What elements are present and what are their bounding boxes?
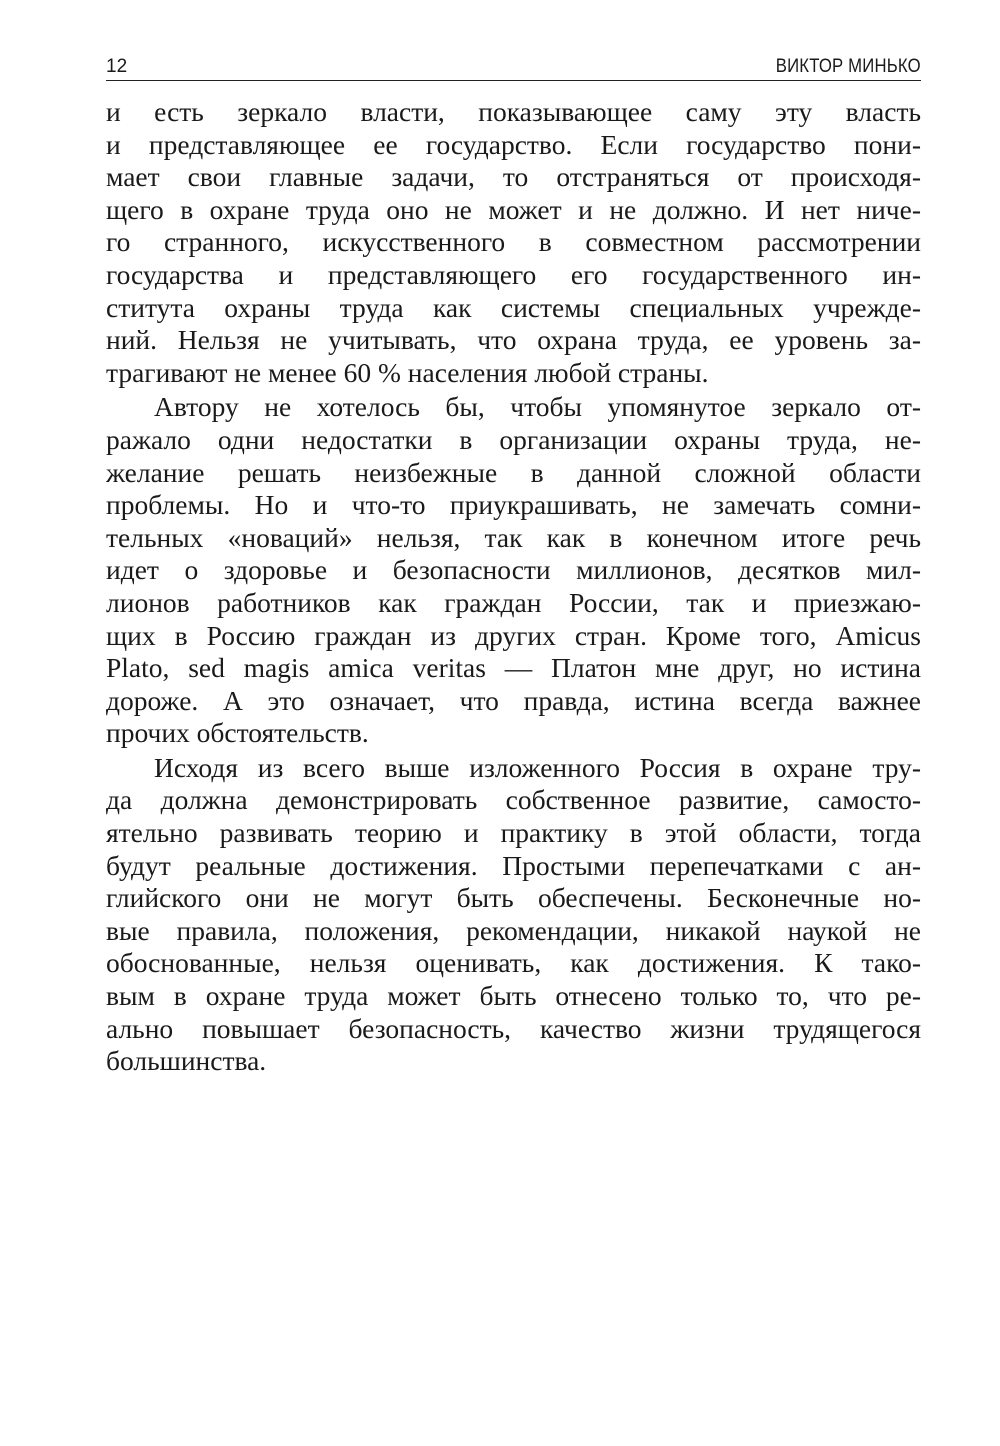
text-line: ститута охраны труда как системы специальных учрежде- <box>106 291 921 323</box>
page-number: 12 <box>106 56 128 77</box>
text-line: и есть зеркало власти, показывающее саму эту власть <box>106 96 921 127</box>
text-line: идет о здоровье и безопасности миллионов, десятков мил- <box>106 554 921 586</box>
text-line: го странного, искусственного в совместном рассмотрении <box>106 226 921 258</box>
text-line: ятельно развивать теорию и практику в этой области, тогда <box>106 817 921 849</box>
text-line: вым в охране труда может быть отнесено только то, что ре- <box>106 980 921 1012</box>
text-line: ражало одни недостатки в организации охраны труда, не- <box>106 423 921 455</box>
text-line: обоснованные, нельзя оценивать, как достижения. К тако- <box>106 947 921 979</box>
paragraph-1 <box>106 96 921 389</box>
text-line: государства и представляющего его государственного ин- <box>106 258 921 290</box>
body-text <box>106 96 921 1078</box>
text-line: Автору не хотелось бы, чтобы упомянутое зеркало от- <box>154 391 921 423</box>
text-line: да должна демонстрировать собственное развитие, самосто- <box>106 784 921 816</box>
text-line: и представляющее ее государство. Если государство пони- <box>106 128 921 160</box>
text-line: глийского они не могут быть обеспечены. Бесконечные но- <box>106 882 921 914</box>
paragraph-2 <box>106 391 921 750</box>
running-header <box>106 54 921 81</box>
text-line: трагивают не менее 60 % населения любой страны. <box>106 356 709 388</box>
text-line: Исходя из всего выше изложенного Россия в охране тру- <box>154 751 921 783</box>
text-line: будут реальные достижения. Простыми перепечатками с ан- <box>106 849 921 881</box>
text-line: проблемы. Но и что-то приукрашивать, не замечать сомни- <box>106 489 921 521</box>
text-line: лионов работников как граждан России, так и приезжаю- <box>106 586 921 618</box>
paragraph-3 <box>106 752 921 1078</box>
text-line: большинства. <box>106 1045 267 1077</box>
text-line: вые правила, положения, рекомендации, никакой наукой не <box>106 914 921 946</box>
text-line: мает свои главные задачи, то отстраняться от происходя- <box>106 161 921 193</box>
text-line: прочих обстоятельств. <box>106 717 369 749</box>
text-line: Plato, sed magis amica veritas — Платон мне друг, но истина <box>106 652 921 684</box>
author-name: ВИКТОР МИНЬКО <box>775 56 921 77</box>
text-line: тельных «новаций» нельзя, так как в конечном итоге речь <box>106 521 921 553</box>
text-line: щих в Россию граждан из других стран. Кроме того, Amicus <box>106 619 921 651</box>
text-line: ально повышает безопасность, качество жизни трудящегося <box>106 1012 921 1044</box>
text-line: дороже. А это означает, что правда, истина всегда важнее <box>106 684 921 716</box>
text-line: желание решать неизбежные в данной сложной области <box>106 456 921 488</box>
text-line: ний. Нельзя не учитывать, что охрана труда, ее уровень за- <box>106 324 921 356</box>
text-line: щего в охране труда оно не может и не должно. И нет ниче- <box>106 193 921 225</box>
